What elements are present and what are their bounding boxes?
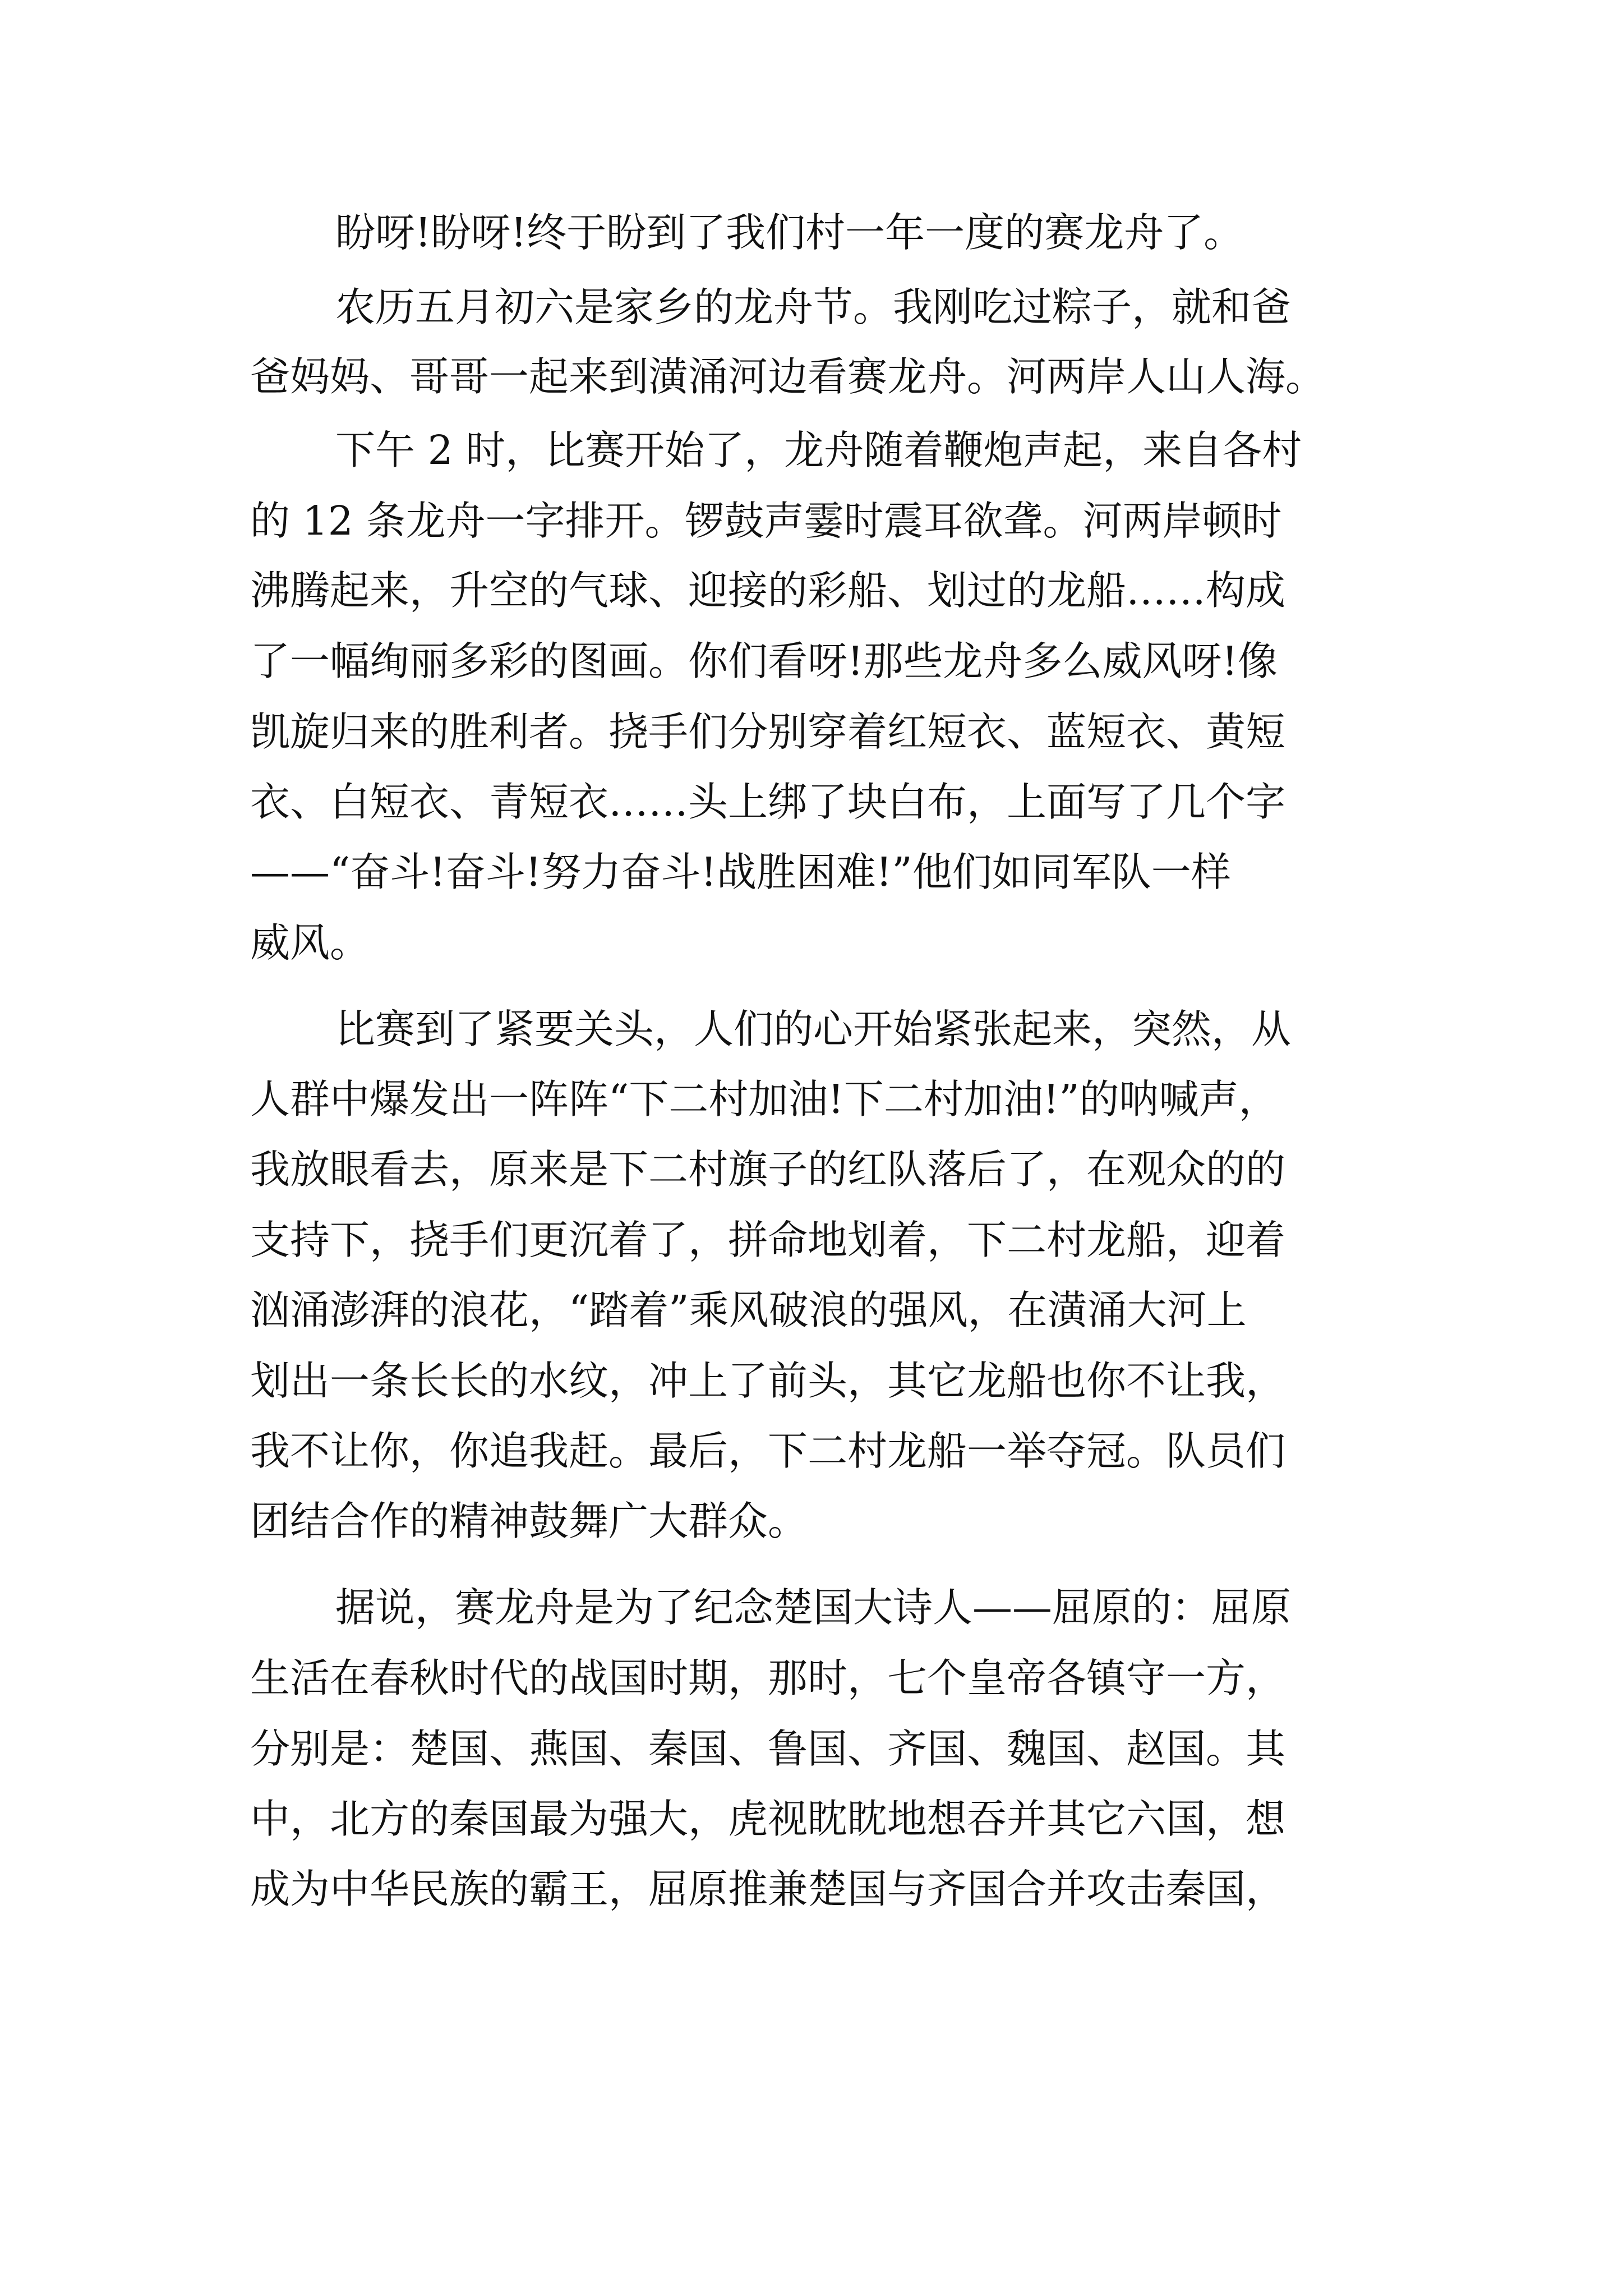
paragraph-line: 据说，赛龙舟是为了纪念楚国大诗人——屈原的：屈原: [335, 1584, 1292, 1631]
paragraph-line: 下午 2 时，比赛开始了，龙舟随着鞭炮声起，来自各村: [335, 427, 1302, 473]
document-body: [250, 208, 1377, 1915]
paragraph-line: 我放眼看去，原来是下二村旗子的红队落后了，在观众的的: [250, 1146, 1286, 1193]
paragraph-line: 团结合作的精神鼓舞广大群众。: [250, 1498, 808, 1544]
paragraph-line: 支持下，挠手们更沉着了，拼命地划着，下二村龙船，迎着: [250, 1217, 1286, 1263]
paragraph-line: 的 12 条龙舟一字排开。锣鼓声霎时震耳欲聋。河两岸顿时: [250, 498, 1282, 544]
paragraph-line: 我不让你，你追我赶。最后，下二村龙船一举夺冠。队员们: [250, 1428, 1286, 1474]
paragraph-line: 衣、白短衣、青短衣……头上绑了块白布，上面写了几个字: [250, 779, 1286, 825]
paragraph-line: 成为中华民族的霸王，屈原推兼楚国与齐国合并攻击秦国，: [250, 1866, 1286, 1912]
paragraph-line: 沸腾起来，升空的气球、迎接的彩船、划过的龙船……构成: [250, 567, 1286, 614]
paragraph-line: 比赛到了紧要关头，人们的心开始紧张起来，突然，从: [335, 1006, 1292, 1052]
paragraph-line: 划出一条长长的水纹，冲上了前头，其它龙船也你不让我，: [250, 1358, 1286, 1404]
paragraph-line: 威风。: [250, 919, 370, 966]
paragraph-line: 中，北方的秦国最为强大，虎视眈眈地想吞并其它六国，想: [250, 1796, 1286, 1842]
paragraph-line: 了一幅绚丽多彩的图画。你们看呀!那些龙舟多么威风呀!像: [250, 638, 1278, 684]
paragraph-line: 生活在春秋时代的战国时期，那时，七个皇帝各镇守一方，: [250, 1655, 1286, 1701]
paragraph-line: 凯旋归来的胜利者。挠手们分别穿着红短衣、蓝短衣、黄短: [250, 708, 1286, 755]
paragraph-line: 汹涌澎湃的浪花，“踏着”乘风破浪的强风，在潢涌大河上: [250, 1287, 1247, 1333]
paragraph-line: ——“奋斗!奋斗!努力奋斗!战胜困难!”他们如同军队一样: [250, 849, 1231, 895]
paragraph-line: 盼呀!盼呀!终于盼到了我们村一年一度的赛龙舟了。: [335, 209, 1244, 256]
paragraph-line: 爸妈妈、哥哥一起来到潢涌河边看赛龙舟。河两岸人山人海。: [250, 353, 1326, 400]
paragraph-line: 农历五月初六是家乡的龙舟节。我刚吃过粽子，就和爸: [335, 284, 1292, 330]
paragraph-line: 人群中爆发出一阵阵“下二村加油!下二村加油!”的呐喊声，: [250, 1076, 1279, 1122]
paragraph-line: 分别是：楚国、燕国、秦国、鲁国、齐国、魏国、赵国。其: [250, 1726, 1286, 1772]
